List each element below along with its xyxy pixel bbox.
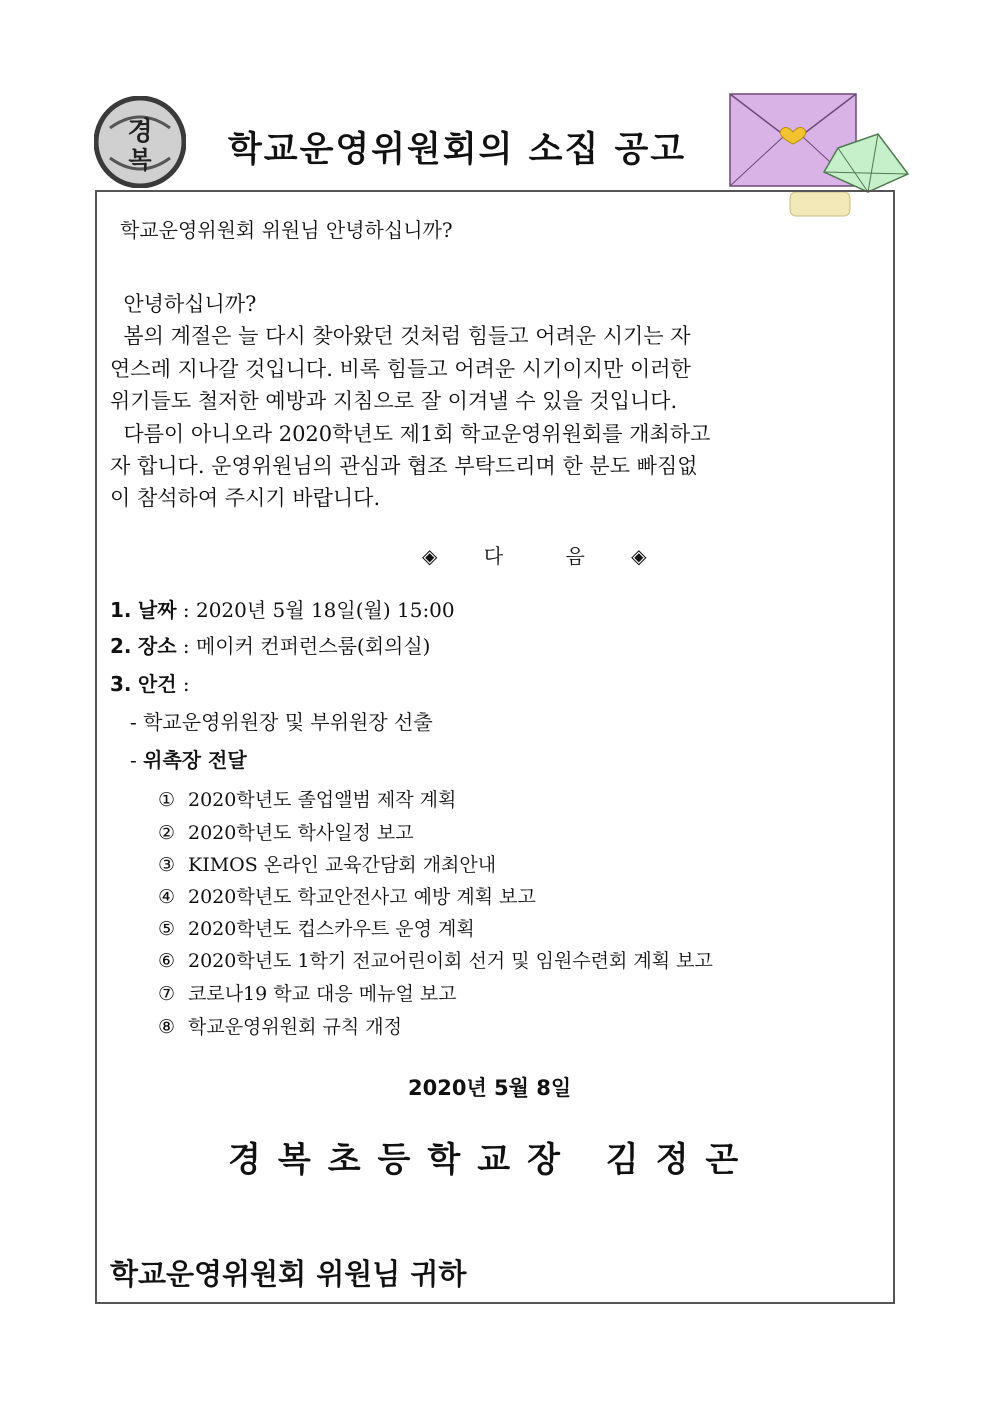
page-title: 학교운영위원회의 소집 공고 — [228, 130, 687, 170]
notice-heading — [410, 540, 659, 569]
agenda-sub-appointment-label: 위촉장 전달 — [143, 748, 247, 772]
agenda-item — [158, 850, 496, 877]
place-value: : 메이커 컨퍼런스룸(회의실) — [176, 634, 431, 658]
agenda-sub-appointment — [130, 744, 247, 773]
date-label-no: 1. — [110, 598, 132, 622]
diamond-icon: ◈ — [631, 544, 647, 568]
agenda-item — [158, 1012, 402, 1039]
agenda-item — [158, 979, 457, 1006]
place-label: 장소 — [137, 634, 177, 658]
svg-text:복: 복 — [128, 146, 152, 174]
body-line-1: 안녕하십니까? — [110, 292, 257, 316]
item-number: ⑥ — [158, 950, 176, 972]
agenda-item — [158, 785, 456, 812]
heading-char: 다 — [483, 544, 504, 568]
svg-text:경: 경 — [127, 117, 153, 147]
date-label: 날짜 — [137, 598, 177, 622]
item-number: ③ — [158, 854, 176, 876]
item-number: ⑧ — [158, 1016, 176, 1038]
item-number: ⑤ — [158, 918, 176, 940]
agenda-item — [158, 914, 475, 941]
recipient-line: 학교운영위원회 위원님 귀하 — [110, 1257, 467, 1291]
body-line-3: 연스레 지나갈 것입니다. 비록 힘들고 어려운 시기이지만 이러한 — [110, 357, 691, 381]
item-text: KIMOS 온라인 교육간담회 개최안내 — [188, 854, 497, 876]
school-seal-logo — [94, 96, 186, 188]
agenda-item — [158, 882, 536, 909]
principal-signature-line: 경복초등학교장 김정곤 — [228, 1140, 756, 1180]
body-line-5: 다름이 아니오라 2020학년도 제1회 학교운영위원회를 개최하고 — [110, 422, 711, 446]
item-text: 2020학년도 1학기 전교어린이회 선거 및 임원수련회 계획 보고 — [188, 950, 713, 972]
item-text: 2020학년도 학교안전사고 예방 계획 보고 — [188, 886, 536, 908]
issue-date: 2020년 5월 8일 — [408, 1076, 572, 1100]
body-line-4: 위기들도 철저한 예방과 지침으로 잘 이겨낼 수 있을 것입니다. — [110, 389, 678, 413]
item-text: 코로나19 학교 대응 메뉴얼 보고 — [188, 983, 457, 1005]
item-text: 2020학년도 졸업앨범 제작 계획 — [188, 789, 457, 811]
heading-char: 음 — [565, 544, 585, 568]
item-number: ④ — [158, 886, 176, 908]
item-number: ⑦ — [158, 983, 176, 1005]
agenda-colon: : — [176, 672, 190, 696]
body-line-7: 이 참석하여 주시기 바랍니다. — [110, 486, 381, 510]
agenda-sub-dash: - — [130, 748, 144, 772]
body-line-6: 자 합니다. 운영위원님의 관심과 협조 부탁드리며 한 분도 빠짐없 — [110, 454, 698, 478]
item-text: 학교운영위원회 규칙 개정 — [188, 1016, 402, 1038]
place-label-no: 2. — [110, 634, 132, 658]
agenda-item — [158, 818, 414, 845]
agenda-row — [110, 668, 190, 697]
agenda-item — [158, 946, 713, 973]
date-value: : 2020년 5월 18일(월) 15:00 — [176, 598, 455, 622]
agenda-label-no: 3. — [110, 672, 132, 696]
item-number: ② — [158, 822, 176, 844]
diamond-icon: ◈ — [422, 544, 438, 568]
body-line-2: 봄의 계절은 늘 다시 찾아왔던 것처럼 힘들고 어려운 시기는 자 — [110, 324, 691, 348]
item-text: 2020학년도 컵스카우트 운영 계획 — [188, 918, 475, 940]
item-text: 2020학년도 학사일정 보고 — [188, 822, 414, 844]
agenda-label: 안건 — [137, 672, 177, 696]
place-row — [110, 630, 430, 659]
item-number: ① — [158, 789, 176, 811]
agenda-sub-election: - 학교운영위원장 및 부위원장 선출 — [130, 710, 433, 734]
greeting-line: 학교운영위원회 위원님 안녕하십니까? — [120, 218, 453, 242]
date-row — [110, 594, 455, 623]
